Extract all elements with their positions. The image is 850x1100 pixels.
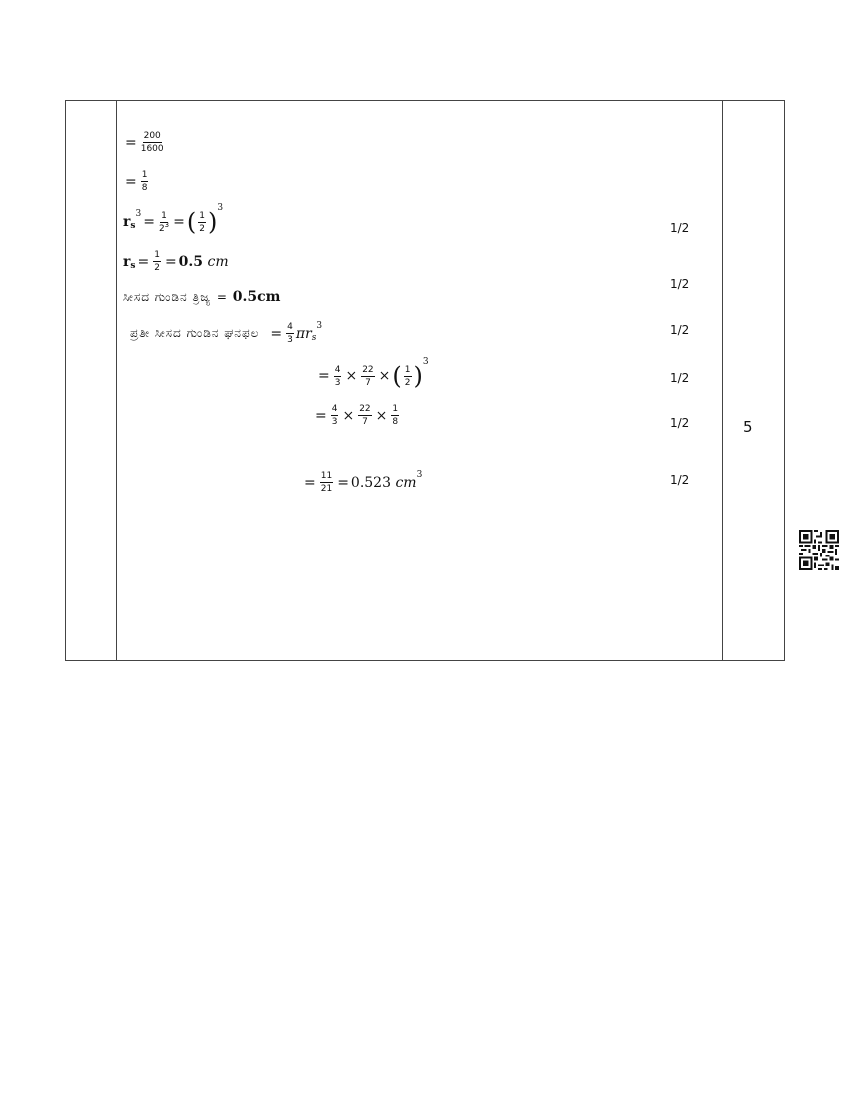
mark-4: 1/2 (670, 371, 690, 385)
fraction: $\frac{4}{3}$ (287, 322, 293, 345)
fraction: $\frac{22}{7}$ (359, 404, 371, 427)
eq-line-8: = $\frac{4}{3}$ × $\frac{22}{7}$ × $\frac{1}{8}$ (315, 404, 399, 427)
fraction: $\frac{1}{2}$ (404, 364, 411, 388)
fraction: $\frac{4}{3}$ (334, 364, 341, 388)
eq-line-5: ಸೀಸದ ಗುಂಡಿನ ತ್ರಿಜ್ಯ = 0.5cm (123, 289, 281, 305)
fraction: $\frac{4}{3}$ (331, 404, 338, 427)
fraction: $\frac{200}{1600}$ (140, 131, 164, 154)
mark-6: 1/2 (670, 473, 690, 487)
fraction: $\frac{1}{2}$ (154, 250, 160, 273)
eq-line-9: = $\frac{11}{21}$ = 0.523 cm 3 (304, 469, 423, 494)
qr-code-icon (799, 530, 839, 570)
eq-line-2: = $\frac{1}{8}$ (125, 170, 148, 193)
mark-2: 1/2 (670, 277, 690, 291)
total-marks: 5 (743, 418, 753, 436)
fraction: $\frac{1}{8}$ (392, 404, 399, 427)
eq-line-3: r s 3 = $\frac{1}{2^3}$ = ( $\frac{1}{2}$ ) 3 (123, 203, 224, 236)
eq-line-1: = $\frac{200}{1600}$ (125, 131, 164, 154)
fraction: $\frac{1}{8}$ (141, 170, 148, 193)
fraction: $\frac{11}{21}$ (320, 471, 333, 494)
eq-line-7: = $\frac{4}{3}$ × $\frac{22}{7}$ × ( $\frac{1}{2}$ ) 3 (318, 357, 429, 390)
fraction: $\frac{1}{2^3}$ (158, 210, 170, 234)
mark-5: 1/2 (670, 416, 690, 430)
mark-1: 1/2 (670, 221, 690, 235)
eq-line-6: ಪ್ರತೀ ಸೀಸದ ಗುಂಡಿನ ಘನಫಲ = $\frac{4}{3}$ π r s 3 (130, 320, 323, 345)
column-divider (116, 101, 117, 660)
mark-3: 1/2 (670, 323, 690, 337)
fraction: $\frac{1}{2}$ (199, 210, 205, 234)
fraction: $\frac{22}{7}$ (362, 364, 374, 388)
eq-line-4: r s = $\frac{1}{2}$ = 0.5 cm (123, 250, 229, 273)
column-divider (722, 101, 723, 660)
